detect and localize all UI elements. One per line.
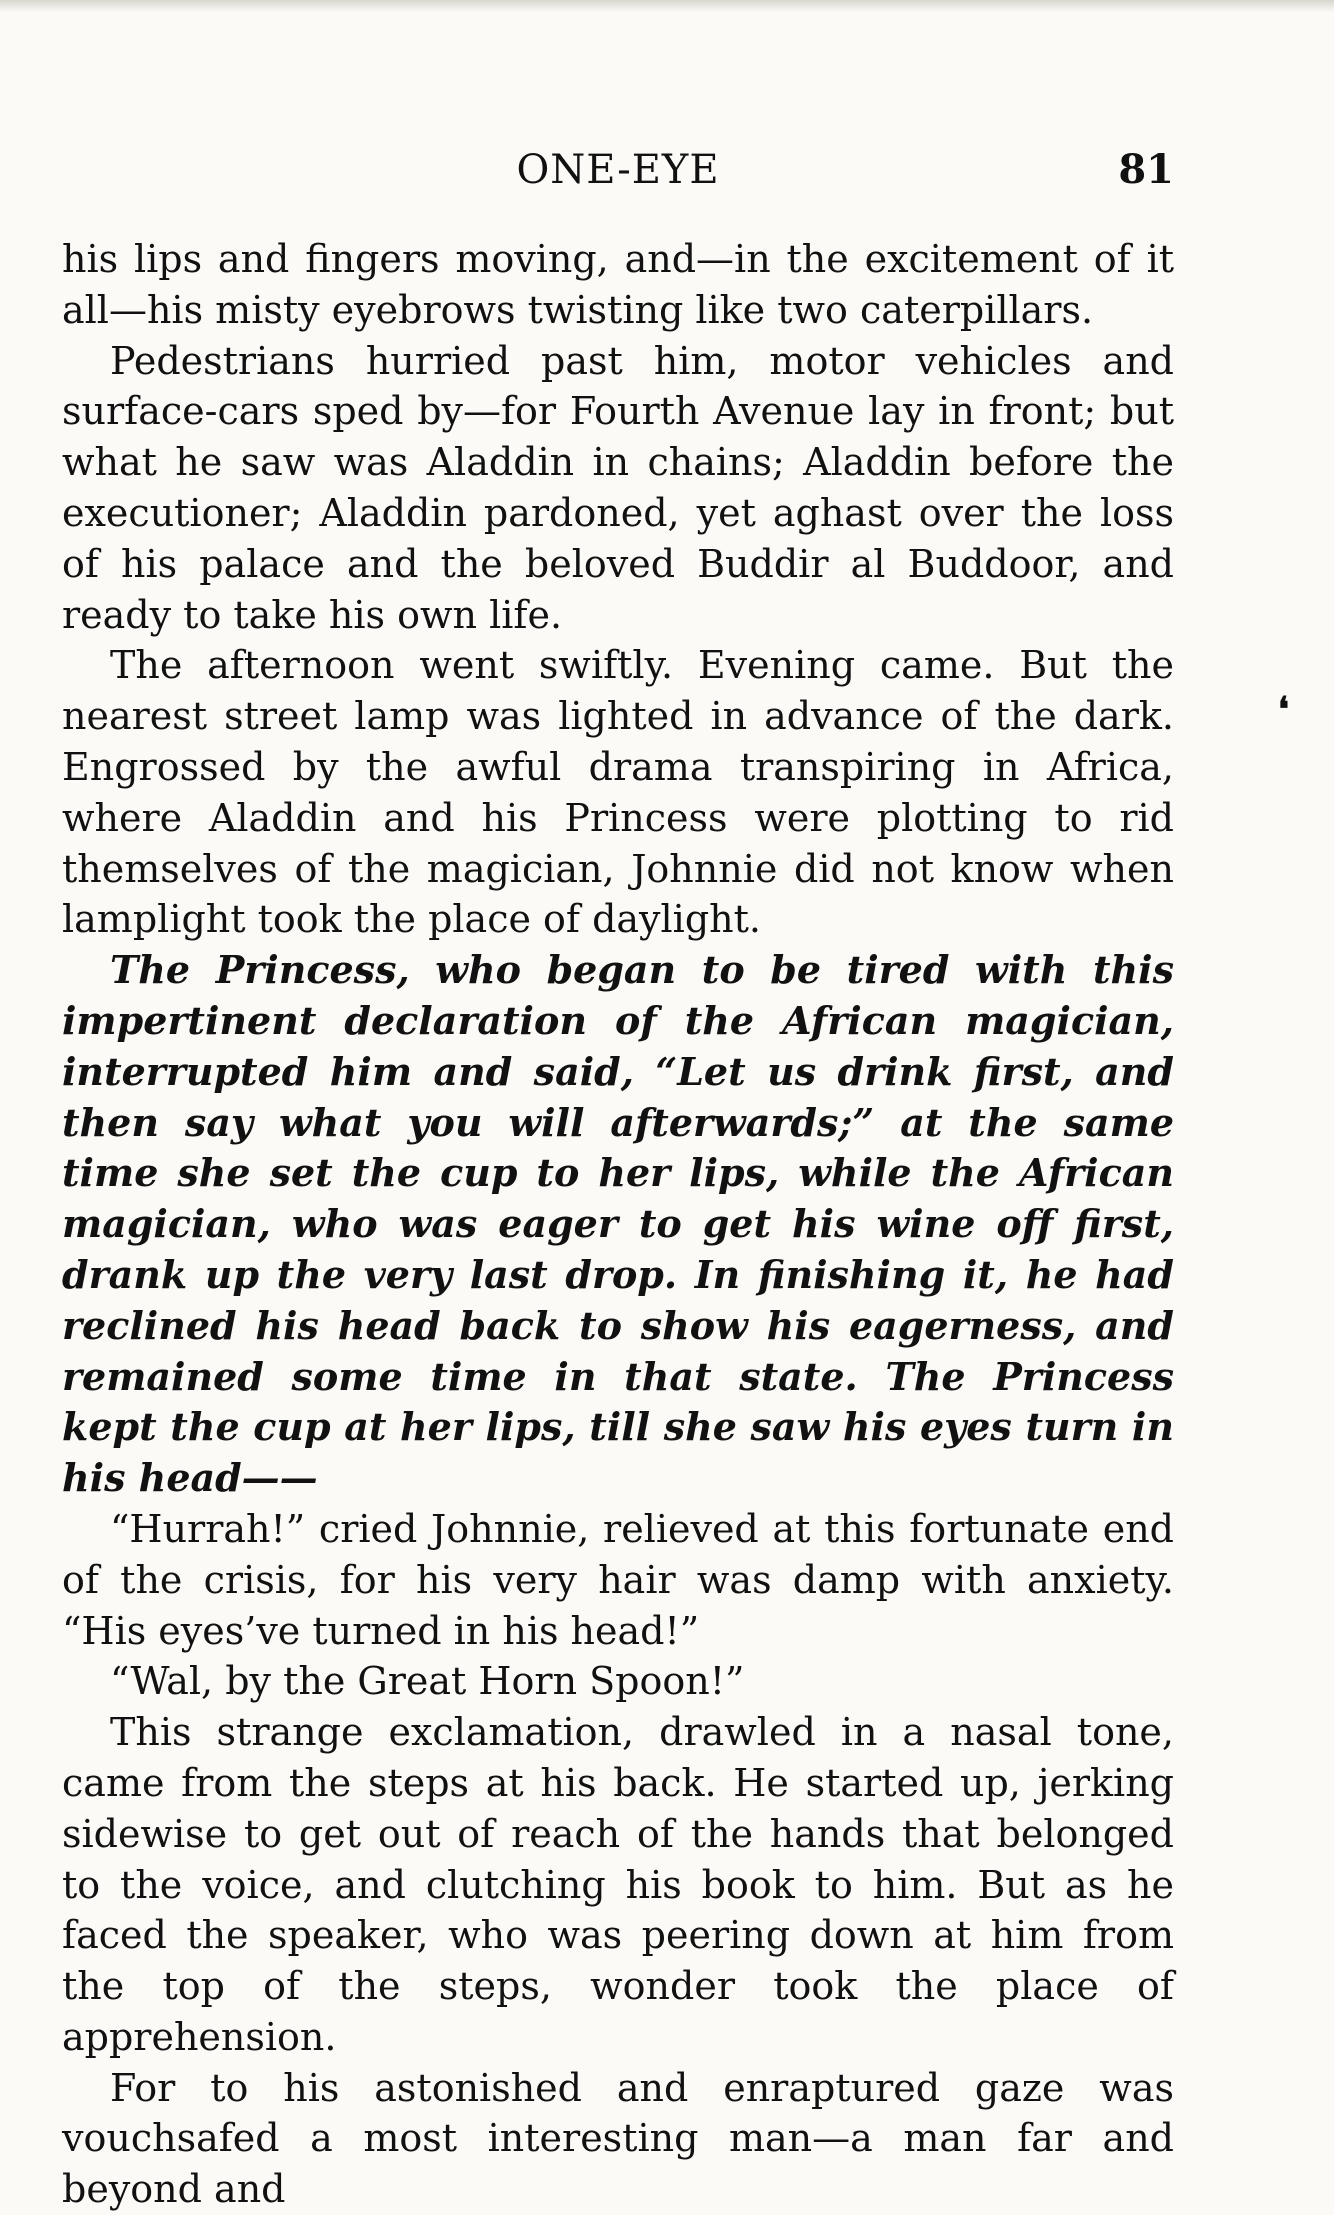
page-number: 81 xyxy=(1118,146,1174,193)
paragraph: “Wal, by the Great Horn Spoon!” xyxy=(110,1659,745,1704)
paragraph: “Hurrah!” cried Johnnie, relieved at this fortunate end of the crisis, for his very hair was damp with anxiety. “His eyes’ve turned in his head!” xyxy=(62,1506,1174,1653)
paragraph: For to his astonished and enraptured gaze was vouchsafed a most interesting man—a man far and beyond and xyxy=(62,2065,1174,2212)
body-text xyxy=(62,234,1174,2215)
paragraph: The afternoon went swiftly. Evening came. But the nearest street lamp was lighted in advance of the dark. Engrossed by the awful drama transpiring in Africa, where Aladdin and his Princess were plotting to rid themselves of the magician, Johnnie did not know when lamplight took the place of daylight. xyxy=(62,643,1174,942)
scan-edge xyxy=(0,0,1334,12)
margin-ink-mark: ❛ xyxy=(1278,690,1289,730)
paragraph: Pedestrians hurried past him, motor vehicles and surface-cars sped by—for Fourth Avenue lay in front; but what he saw was Aladdin in chains; Aladdin before the executioner; Aladdin pardoned, yet aghast over the loss of his palace and the beloved Buddir al Buddoor, and ready to take his own life. xyxy=(62,338,1174,637)
quoted-passage: The Princess, who began to be tired with this impertinent declaration of the African magician, interrupted him and said, “Let us drink first, and then say what you will afterwards;” at the same time she set the cup to her lips, while the African magician, who was eager to get his wine off first, drank up the very last drop. In finishing it, he had reclined his head back to show his eagerness, and remained some time in that state. The Princess kept the cup at her lips, till she saw his eyes turn in his head—— xyxy=(62,947,1174,1501)
running-title: ONE-EYE xyxy=(516,147,720,193)
paragraph: This strange exclamation, drawled in a nasal tone, came from the steps at his back. He started up, jerking sidewise to get out of reach of the hands that belonged to the voice, and clutching his book to him. But as he faced the speaker, who was peering down at him from the top of the steps, wonder took the place of apprehension. xyxy=(62,1710,1174,2059)
paragraph: his lips and fingers moving, and—in the excitement of it all—his misty eyebrows twisting like two caterpillars. xyxy=(62,237,1174,332)
page-header xyxy=(62,140,1174,200)
